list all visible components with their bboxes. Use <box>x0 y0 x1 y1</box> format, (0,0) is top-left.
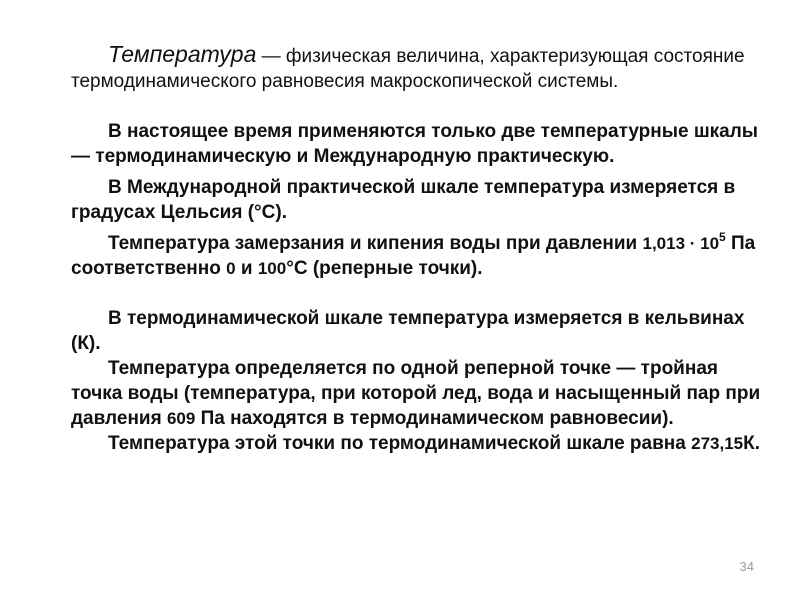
text-fragment: и <box>235 258 258 279</box>
paragraph-thermodynamic-scale: В термодинамической шкале температура измеряется в кельвинах (К). <box>71 308 745 354</box>
text-fragment: Температура определяется по одной реперной точке — тройная точка воды (температура, при которой лед, вода и насыщенный пар при давления <box>71 358 761 429</box>
text-fragment: °С (реперные точки). <box>286 258 483 279</box>
text-fragment: Па находятся в термодинамическом равновесии). <box>195 408 674 429</box>
text-fragment: Температура этой точки по термодинамической шкале равна <box>108 433 692 454</box>
paragraph-reference-points <box>71 225 761 281</box>
paragraph-triple-point <box>71 356 761 431</box>
spacer <box>71 281 761 306</box>
slide-content <box>71 42 761 456</box>
paragraph-triple-point-temperature <box>71 431 761 456</box>
triple-point-pressure: 609 <box>166 409 196 428</box>
paragraph-scales: В настоящее время применяются только две температурные шкалы — термодинамическую и Международную практическую. <box>71 121 759 167</box>
page-number: 34 <box>739 559 754 574</box>
text-fragment: Температура замерзания и кипения воды при давлении <box>108 233 643 254</box>
definition-paragraph <box>71 42 761 94</box>
freezing-value: 0 <box>226 259 236 278</box>
exponent: 5 <box>719 230 726 244</box>
text-fragment: Па соответственно <box>71 233 756 279</box>
definition-text: — физическая величина, характеризующая состояние термодинамического равновесия макроскопической системы. <box>71 46 745 92</box>
text-fragment: К. <box>743 433 760 454</box>
spacer <box>71 94 761 119</box>
triple-point-temperature: 273,15 <box>691 434 744 453</box>
boiling-value: 100 <box>257 259 287 278</box>
definition-term: Температура <box>108 41 257 67</box>
pressure-value: 1,013 · 10 <box>642 234 720 253</box>
paragraph-international-scale: В Международной практической шкале температура измеряется в градусах Цельсия (°С). <box>71 177 736 223</box>
